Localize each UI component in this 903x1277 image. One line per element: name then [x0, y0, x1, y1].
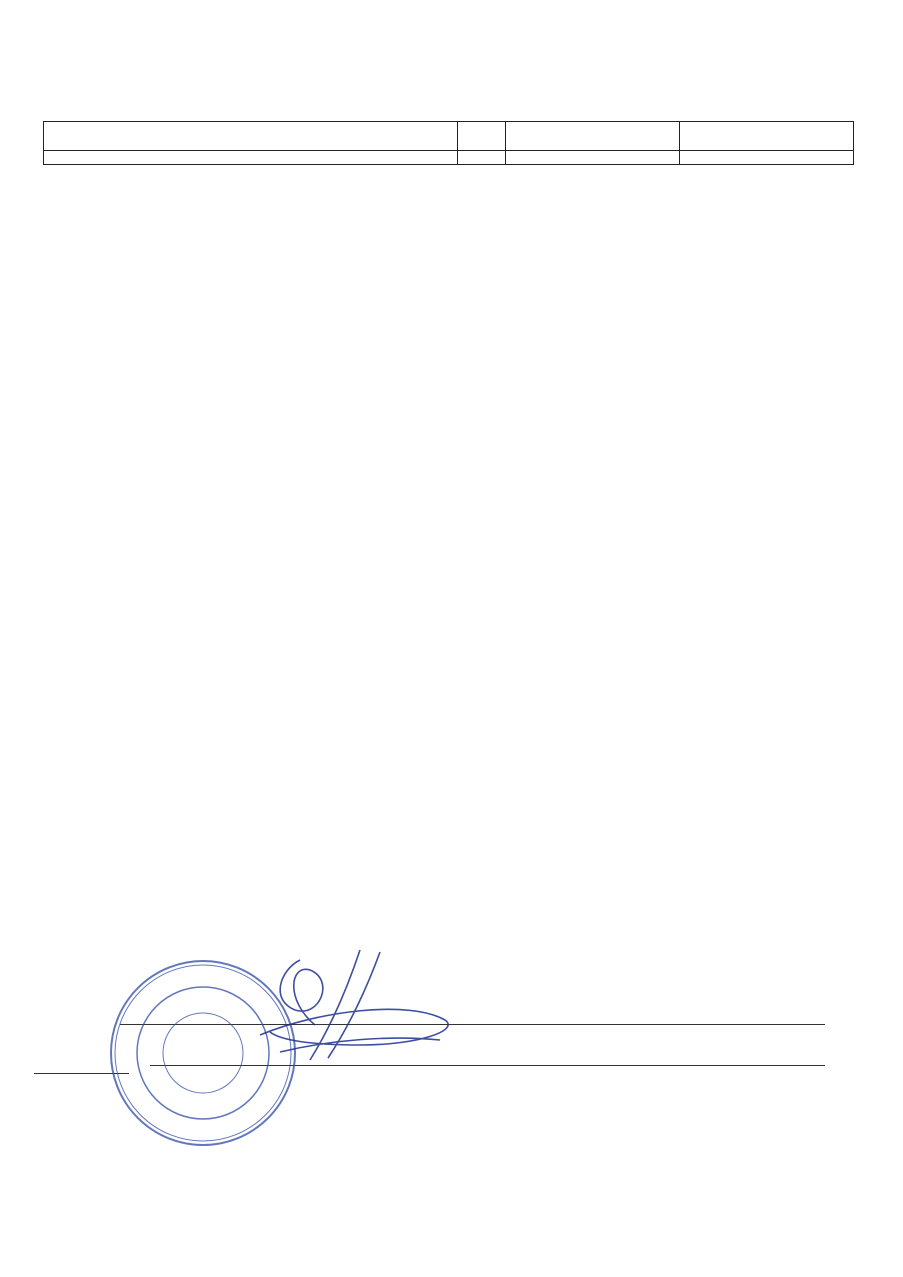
col-num-2 — [458, 151, 506, 165]
signature-scribble — [240, 940, 460, 1070]
column-numbers-row — [44, 151, 854, 165]
col-num-1 — [44, 151, 458, 165]
header-begin — [506, 122, 680, 151]
col-num-3 — [506, 151, 680, 165]
liabilities-table — [43, 121, 854, 165]
header-code — [458, 122, 506, 151]
footnote-1 — [34, 1077, 54, 1087]
col-num-4 — [680, 151, 854, 165]
header-row — [44, 122, 854, 151]
liabilities-body — [44, 122, 854, 165]
header-passive — [44, 122, 458, 151]
header-end — [680, 122, 854, 151]
footnote-2 — [34, 1098, 54, 1108]
